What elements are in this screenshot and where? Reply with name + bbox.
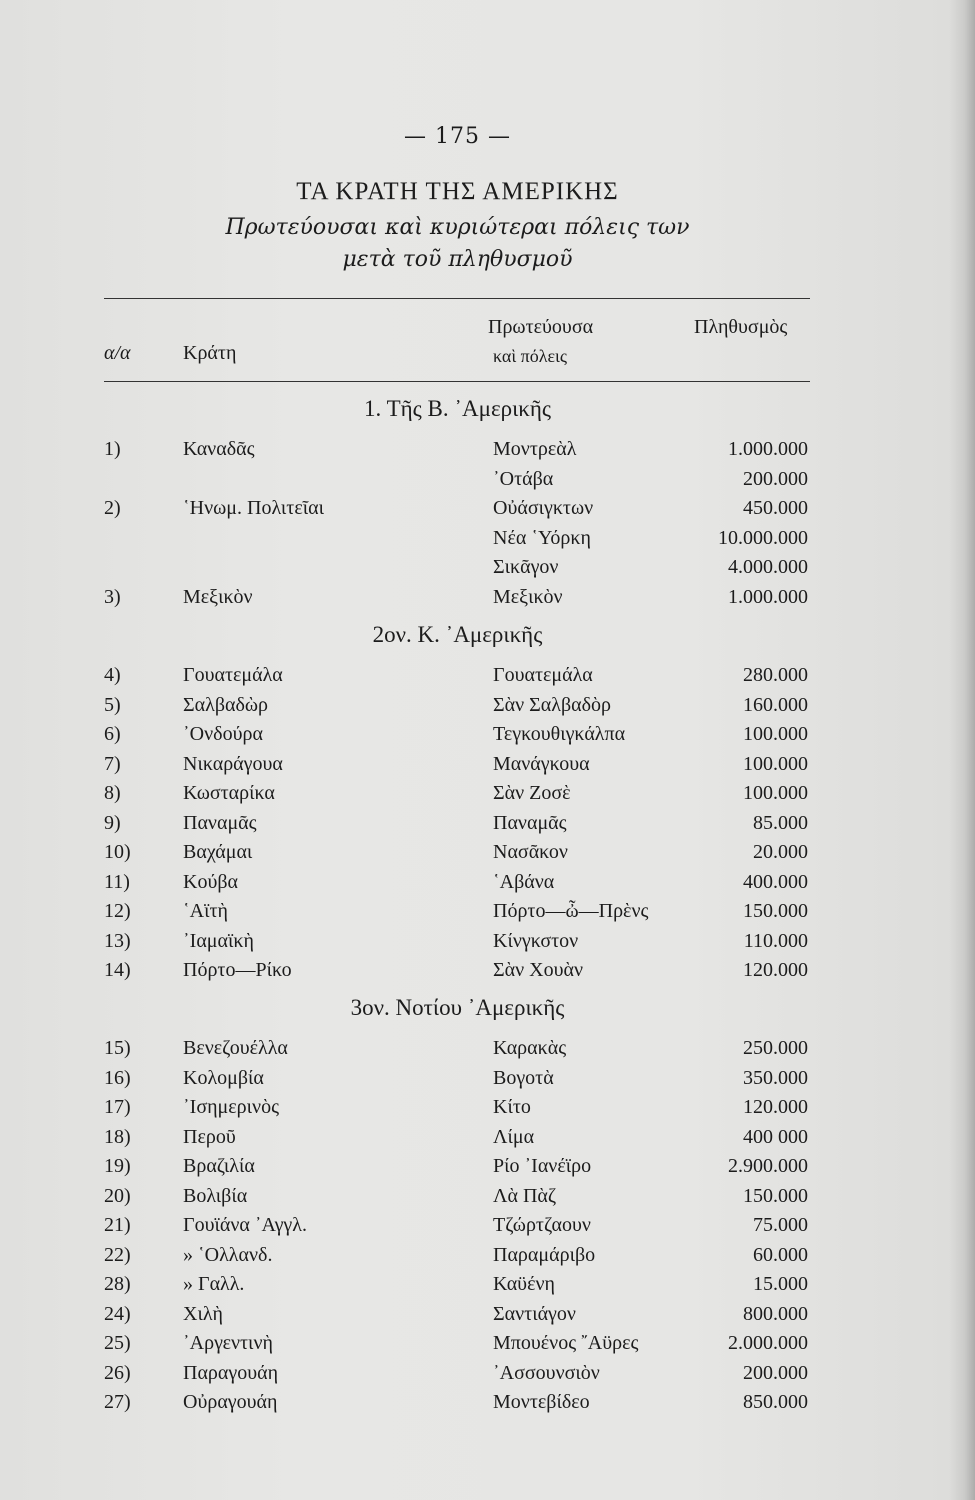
table-row	[0, 664, 975, 694]
city-name: Σὰν Ζοσὲ	[493, 782, 571, 804]
population-value: 280.000	[743, 664, 808, 686]
population-value: 100.000	[743, 723, 808, 745]
population-value: 150.000	[743, 1184, 808, 1207]
city-name: ᾿Οτάβα	[493, 467, 554, 490]
population-value: 60.000	[753, 1243, 808, 1266]
header-rule	[104, 381, 810, 382]
header-capital-line-2: καὶ πόλεις	[493, 346, 568, 366]
population-value: 250.000	[743, 1037, 808, 1059]
state-name: ᾿Ισημερινὸς	[183, 1096, 280, 1118]
state-name: Παναμᾶς	[183, 811, 257, 834]
table-row	[0, 1391, 975, 1421]
population-value: 20.000	[753, 841, 808, 863]
city-name: Μανάγκουα	[493, 752, 590, 775]
city-name: Κίνγκστον	[493, 929, 579, 952]
state-name: Γουατεμάλα	[183, 664, 283, 686]
state-name: Καναδᾶς	[183, 438, 255, 460]
row-number: 11)	[104, 870, 130, 893]
city-name: Κίτο	[493, 1096, 531, 1118]
population-value: 120.000	[743, 959, 808, 981]
city-name: Παναμᾶς	[493, 811, 567, 834]
table-row	[0, 930, 975, 960]
state-name: Χιλὴ	[183, 1302, 223, 1325]
table-row	[0, 959, 975, 989]
row-number: 4)	[104, 664, 121, 686]
table-row	[0, 782, 975, 812]
table-row	[0, 1303, 975, 1333]
city-name: Σικᾶγον	[493, 556, 559, 578]
city-name: Σὰν Σαλβαδὸρ	[493, 693, 612, 716]
population-value: 400 000	[743, 1125, 808, 1148]
city-name: Οὐάσιγκτων	[493, 497, 594, 519]
row-number: 20)	[104, 1184, 131, 1207]
state-name: Περοῦ	[183, 1125, 236, 1148]
city-name: Μεξικὸν	[493, 585, 563, 608]
row-number: 22)	[104, 1243, 131, 1266]
population-value: 2.900.000	[728, 1155, 808, 1177]
header-population: Πληθυσμὸς	[694, 316, 788, 338]
city-name: Λίμα	[493, 1125, 535, 1148]
city-name: Σὰν Χουὰν	[493, 959, 584, 981]
row-number: 7)	[104, 752, 121, 775]
population-value: 150.000	[743, 900, 808, 922]
row-number: 3)	[104, 585, 121, 608]
table-row	[0, 586, 975, 616]
row-number: 12)	[104, 900, 131, 922]
state-name: Μεξικὸν	[183, 585, 253, 608]
table-row	[0, 723, 975, 753]
row-number: 10)	[104, 841, 131, 863]
row-number: 13)	[104, 929, 131, 952]
city-name: ῾Αβάνα	[493, 870, 555, 893]
table-row	[0, 753, 975, 783]
state-name: Βολιβία	[183, 1184, 248, 1207]
state-name: Κωσταρίκα	[183, 782, 275, 804]
section-heading: 1. Τῆς Β. ᾿Αμερικῆς	[363, 396, 551, 421]
city-name: Τεγκουθιγκάλπα	[493, 723, 626, 745]
city-name: Μοντρεὰλ	[493, 438, 577, 460]
table-row	[0, 1096, 975, 1126]
table-row	[0, 1126, 975, 1156]
state-name: Οὐραγουάη	[183, 1391, 278, 1413]
row-number: 18)	[104, 1125, 131, 1148]
population-value: 75.000	[753, 1214, 808, 1236]
row-number: 6)	[104, 723, 121, 745]
city-name: Σαντιάγον	[493, 1302, 576, 1325]
table-row	[0, 527, 975, 557]
row-number: 15)	[104, 1037, 131, 1059]
table-row	[0, 1155, 975, 1185]
section-heading: 2ον. Κ. ᾿Αμερικῆς	[372, 622, 543, 647]
state-name: Σαλβαδὼρ	[183, 693, 269, 716]
state-name: Κολομβία	[183, 1066, 264, 1089]
table-row	[0, 1273, 975, 1303]
row-number: 26)	[104, 1361, 131, 1384]
city-name: Γουατεμάλα	[493, 664, 593, 686]
row-number: 17)	[104, 1096, 131, 1118]
state-name: » ῾Ολλανδ.	[183, 1243, 273, 1266]
row-number: 25)	[104, 1332, 131, 1354]
header-state: Κράτη	[183, 342, 237, 364]
row-number: 24)	[104, 1302, 131, 1325]
header-capital-line-1: Πρωτεύουσα	[488, 316, 594, 338]
table-row	[0, 694, 975, 724]
population-value: 100.000	[743, 752, 808, 775]
city-name: Νασᾶκον	[493, 841, 568, 863]
population-value: 450.000	[743, 497, 808, 519]
table-row	[0, 1067, 975, 1097]
table-row	[0, 438, 975, 468]
row-number: 1)	[104, 438, 121, 460]
population-value: 120.000	[743, 1096, 808, 1118]
table-row	[0, 1214, 975, 1244]
table-row	[0, 1362, 975, 1392]
table-row	[0, 1332, 975, 1362]
population-value: 110.000	[743, 929, 808, 952]
row-number: 8)	[104, 782, 121, 804]
state-name: Γουϊάνα ᾿Αγγλ.	[183, 1214, 307, 1236]
population-value: 850.000	[743, 1391, 808, 1413]
table-row	[0, 1244, 975, 1274]
state-name: ᾿Αργεντινὴ	[183, 1332, 273, 1354]
city-name: Ρίο ᾿Ιανέϊρο	[493, 1155, 592, 1177]
row-number: 27)	[104, 1391, 131, 1413]
row-number: 21)	[104, 1214, 131, 1236]
population-value: 1.000.000	[728, 438, 808, 460]
population-value: 10.000.000	[718, 526, 808, 549]
table-row	[0, 468, 975, 498]
table-row	[0, 841, 975, 871]
city-name: Νέα ῾Υόρκη	[493, 526, 591, 549]
state-name: » Γαλλ.	[183, 1273, 245, 1295]
row-number: 14)	[104, 959, 131, 981]
subtitle-line-1: Πρωτεύουσαι καὶ κυριώτεραι πόλεις των	[225, 215, 690, 240]
population-value: 2.000.000	[728, 1332, 808, 1354]
table-row	[0, 812, 975, 842]
table-row	[0, 1037, 975, 1067]
section-heading: 3ον. Νοτίου ᾿Αμερικῆς	[350, 995, 565, 1020]
population-value: 85.000	[753, 811, 808, 834]
row-number: 19)	[104, 1155, 131, 1177]
row-number: 2)	[104, 497, 121, 519]
city-name: Μοντεβίδεο	[493, 1391, 590, 1413]
population-value: 350.000	[743, 1066, 808, 1089]
table-row	[0, 871, 975, 901]
page-title: ΤΑ ΚΡΑΤΗ ΤΗΣ ΑΜΕΡΙΚΗΣ	[296, 178, 619, 205]
population-value: 800.000	[743, 1302, 808, 1325]
population-value: 160.000	[743, 693, 808, 716]
subtitle-line-2: μετὰ τοῦ πληθυσμοῦ	[342, 247, 573, 272]
city-name: Βογοτὰ	[493, 1066, 554, 1089]
city-name: ᾿Ασσουνσιὸν	[493, 1361, 600, 1384]
state-name: Βραζιλία	[183, 1155, 255, 1177]
table-row	[0, 1185, 975, 1215]
header-aa: α/α	[104, 342, 131, 364]
top-rule	[104, 298, 810, 299]
population-value: 100.000	[743, 782, 808, 804]
row-number: 5)	[104, 693, 121, 716]
table-row	[0, 556, 975, 586]
row-number: 9)	[104, 811, 121, 834]
state-name: Παραγουάη	[183, 1361, 279, 1384]
city-name: Μπουένος ῎Αϋρες	[493, 1332, 639, 1354]
population-value: 15.000	[753, 1273, 808, 1295]
state-name: Κούβα	[183, 870, 238, 893]
page-number: — 175 —	[404, 124, 511, 149]
state-name: ᾿Ονδούρα	[183, 723, 263, 745]
state-name: ᾿Ιαμαϊκὴ	[183, 929, 254, 952]
population-value: 400.000	[743, 870, 808, 893]
city-name: Παραμάριβο	[493, 1243, 596, 1266]
population-value: 200.000	[743, 1361, 808, 1384]
state-name: Πόρτο—Ρίκο	[183, 959, 292, 981]
city-name: Καϋένη	[493, 1273, 555, 1295]
population-value: 1.000.000	[728, 585, 808, 608]
table-row	[0, 497, 975, 527]
row-number: 28)	[104, 1273, 131, 1295]
state-name: Βενεζουέλλα	[183, 1037, 288, 1059]
city-name: Λὰ Πὰζ	[493, 1184, 557, 1207]
state-name: Βαχάμαι	[183, 841, 253, 863]
city-name: Καρακὰς	[493, 1037, 567, 1059]
population-value: 200.000	[743, 467, 808, 490]
table-row	[0, 900, 975, 930]
state-name: ῾Ηνωμ. Πολιτεῖαι	[183, 497, 324, 519]
row-number: 16)	[104, 1066, 131, 1089]
population-value: 4.000.000	[728, 556, 808, 578]
state-name: Νικαράγουα	[183, 752, 283, 775]
state-name: ῾Αϊτὴ	[183, 900, 228, 922]
city-name: Τζώρτζαουν	[493, 1214, 591, 1236]
city-name: Πόρτο—ὦ—Πρὲνς	[493, 900, 649, 922]
